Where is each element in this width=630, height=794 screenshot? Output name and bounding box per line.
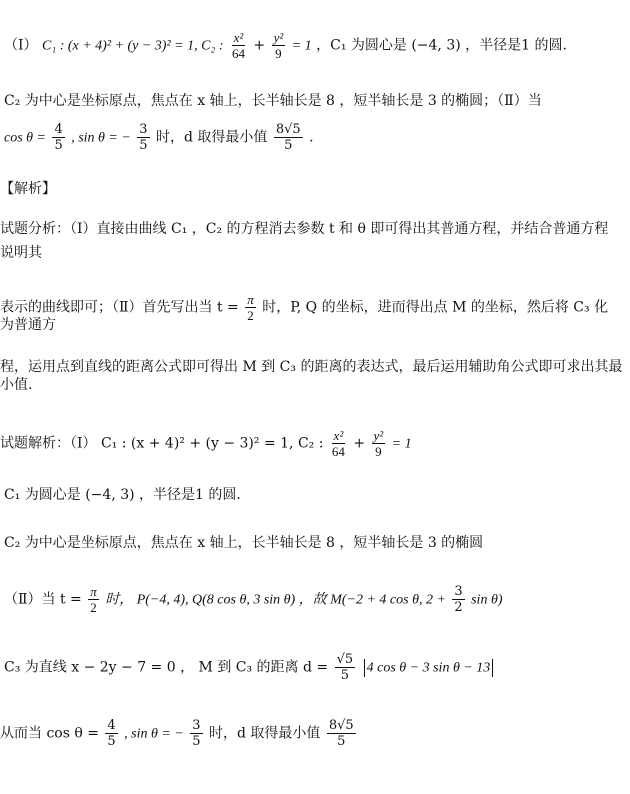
three-halves: $\frac{3}{2}$ xyxy=(454,584,463,615)
analysis-line-2: 说明其 xyxy=(0,245,42,261)
c1-description: ，C₁ 为圆心是 (−4, 3) ，半径是1 的圆. xyxy=(316,37,567,54)
answer-line-2: C₂ 为中心是坐标原点，焦点在 x 轴上，长半轴长是 8 ，短半轴长是 3 的椭圆；（Ⅱ）当 xyxy=(4,93,542,109)
frac-4-5: $\frac{4}{5}$ xyxy=(107,718,116,749)
s1-fraction-x: $\frac{\text{x²}}{64}$ xyxy=(331,428,345,459)
sin-mid: , sin θ = − xyxy=(71,130,131,146)
analysis-l3a: 表示的曲线即可；（Ⅱ）首先写出当 t = xyxy=(0,299,239,316)
sin-mid: , sin θ = − xyxy=(124,726,184,742)
analysis-line-6: 小值. xyxy=(0,377,33,393)
period: . xyxy=(309,129,314,146)
pi-over-2: $\frac{\pi}{2}$ xyxy=(90,584,97,615)
frac-4-5: $\frac{4}{5}$ xyxy=(54,122,63,153)
analysis-line-5: 程，运用点到直线的距离公式即可得出 M 到 C₃ 的距离的表达式，最后运用辅助角公式即可求出其最 xyxy=(0,359,623,375)
answer-line-1 xyxy=(4,30,567,61)
frac-3-5: $\frac{3}{5}$ xyxy=(139,122,148,153)
frac-3-5: $\frac{3}{5}$ xyxy=(192,718,201,749)
min-value-fraction: $\frac{8√5}{5}$ xyxy=(328,718,354,749)
solution-s1a: 试题解析：（Ⅰ） C₁ : (x + 4)² + (y − 3)² = 1, C₂ : xyxy=(0,435,324,452)
answer-line-3 xyxy=(4,122,314,153)
plus-sign: + xyxy=(253,37,266,54)
plus-sign: + xyxy=(353,435,366,452)
solution-line-6 xyxy=(0,718,358,749)
solution-line-1 xyxy=(0,428,412,459)
solution-line-5 xyxy=(4,652,495,683)
solution-line-4 xyxy=(4,584,503,615)
equals-one: = 1 xyxy=(391,436,412,452)
min-value-fraction: $\frac{8√5}{5}$ xyxy=(275,122,301,153)
analysis-l3b: 时，P, Q 的坐标，进而得出点 M 的坐标，然后将 C₃ 化 xyxy=(262,299,609,316)
c2-fraction-y: $\frac{\text{y²}}{9}$ xyxy=(273,30,284,61)
cos-prefix: cos θ = xyxy=(4,130,46,146)
c1-c2-equation: C₁ : (x + 4)² + (y − 3)² = 1, C₂ : xyxy=(41,38,224,54)
c2-fraction-x: $\frac{\text{x²}}{64}$ xyxy=(231,30,245,61)
solution-s4b: 时， P(−4, 4), Q(8 cos θ, 3 sin θ) ，故 M(−2 + 4 cos θ, 2 + xyxy=(105,592,446,608)
sqrt5-over-5: $\frac{√5}{5}$ xyxy=(336,652,354,683)
solution-s5a: C₃ 为直线 x − 2y − 7 = 0 ， M 到 C₃ 的距离 d = xyxy=(4,659,329,676)
s1-fraction-y: $\frac{\text{y²}}{9}$ xyxy=(373,428,384,459)
solution-s6a: 从而当 cos θ = xyxy=(0,725,99,742)
analysis-heading: 【解析】 xyxy=(0,181,56,197)
pi-over-2: $\frac{\pi}{2}$ xyxy=(247,292,254,323)
part1-label: （Ⅰ） xyxy=(4,37,38,54)
equals-one: = 1 xyxy=(291,38,312,54)
analysis-line-4: 为普通方 xyxy=(0,317,56,333)
solution-s4a: （Ⅱ）当 t = xyxy=(4,591,82,608)
solution-s6b: 时，d 取得最小值 xyxy=(208,725,321,742)
solution-line-3: C₂ 为中心是坐标原点，焦点在 x 轴上，长半轴长是 8 ，短半轴长是 3 的椭圆 xyxy=(4,535,484,551)
abs-bar-right xyxy=(492,659,493,677)
solution-s5b: 4 cos θ − 3 sin θ − 13 xyxy=(366,660,491,676)
solution-line-2: C₁ 为圆心是 (−4, 3) ，半径是1 的圆. xyxy=(4,487,241,503)
solution-s4c: sin θ) xyxy=(471,592,503,608)
when-text: 时，d 取得最小值 xyxy=(155,129,268,146)
analysis-line-3 xyxy=(0,292,608,323)
analysis-line-1: 试题分析：（Ⅰ）直接由曲线 C₁ ，C₂ 的方程消去参数 t 和 θ 即可得出其普通方程，并结合普通方程 xyxy=(0,221,609,237)
abs-bar-left xyxy=(364,659,365,677)
